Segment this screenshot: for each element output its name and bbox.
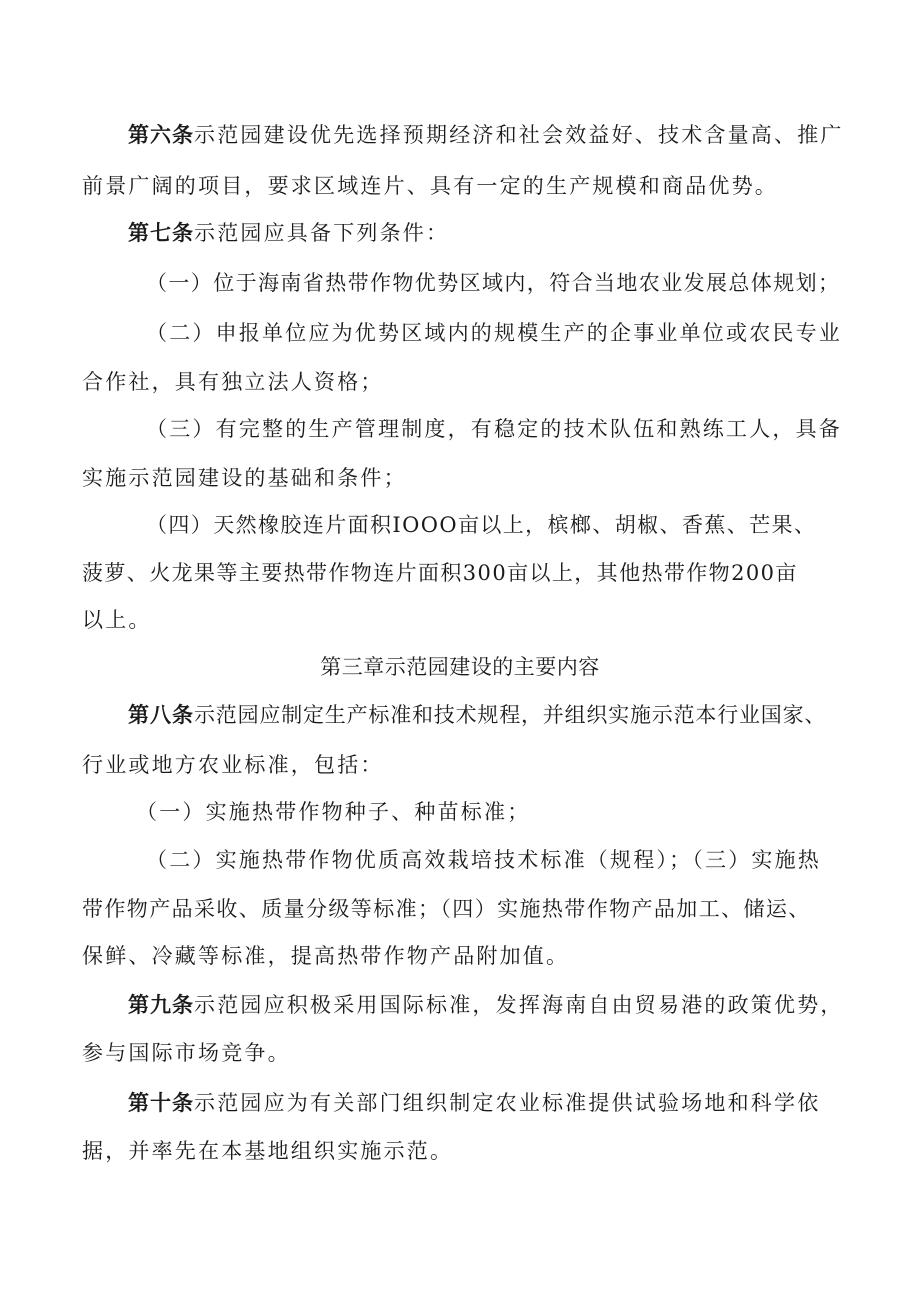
article-6-line-1 [128, 120, 844, 150]
article-8-item-2-line-1: （二）实施热带作物优质高效栽培技术标准（规程）；（三）实施热 [146, 848, 821, 872]
article-8-line-1 [128, 700, 826, 730]
article-10-label: 第十条 [128, 1091, 194, 1115]
article-6-label: 第六条 [128, 123, 194, 147]
article-10-line-1 [128, 1088, 820, 1118]
article-7-label: 第七条 [128, 221, 194, 245]
article-7-line-1 [128, 218, 449, 248]
article-8-text: 示范园应制定生产标准和技术规程，并组织实施示范本行业国家、 [194, 703, 827, 727]
article-9-label: 第九条 [128, 993, 194, 1017]
article-8-item-2-line-3: 保鲜、冷藏等标准，提高热带作物产品附加值。 [82, 944, 570, 968]
article-7-item-4-line-2: 菠萝、火龙果等主要热带作物连片面积300亩以上，其他热带作物200亩 [82, 561, 798, 585]
article-8-label: 第八条 [128, 703, 194, 727]
article-8-item-2-line-2: 带作物产品采收、质量分级等标准；（四）实施热带作物产品加工、储运、 [82, 897, 811, 921]
article-6-text: 示范园建设优先选择预期经济和社会效益好、技术含量高、推广 [194, 123, 844, 147]
article-7-item-2-line-2: 合作社，具有独立法人资格； [82, 370, 384, 394]
article-7-item-1: （一）位于海南省热带作物优势区域内，符合当地农业发展总体规划； [146, 271, 841, 295]
article-7-item-3-line-1: （三）有完整的生产管理制度，有稳定的技术队伍和熟练工人，具备 [146, 417, 842, 441]
article-10-text: 示范园应为有关部门组织制定农业标准提供试验场地和科学依 [194, 1091, 821, 1115]
article-7-item-2-line-1: （二）申报单位应为优势区域内的规模生产的企事业单位或农民专业 [146, 321, 842, 345]
article-8-line-2: 行业或地方农业标准，包括： [82, 753, 384, 777]
article-8-item-1: （一）实施热带作物种子、种苗标准； [136, 800, 531, 824]
article-7-item-4-line-3: 以上。 [82, 608, 152, 632]
article-9-text: 示范园应积极采用国际标准，发挥海南自由贸易港的政策优势， [194, 993, 844, 1017]
article-9-line-1 [128, 990, 844, 1020]
article-7-text: 示范园应具备下列条件： [194, 221, 450, 245]
article-10-line-2: 据，并率先在本基地组织实施示范。 [82, 1139, 454, 1163]
article-7-item-4-line-1: （四）天然橡胶连片面积IOOO亩以上，槟榔、胡椒、香蕉、芒果、 [146, 513, 817, 537]
chapter-3-heading: 第三章示范园建设的主要内容 [320, 655, 600, 679]
article-6-line-2: 前景广阔的项目，要求区域连片、具有一定的生产规模和商品优势。 [82, 174, 778, 198]
article-7-item-3-line-2: 实施示范园建设的基础和条件； [82, 466, 407, 490]
article-9-line-2: 参与国际市场竞争。 [82, 1041, 291, 1065]
